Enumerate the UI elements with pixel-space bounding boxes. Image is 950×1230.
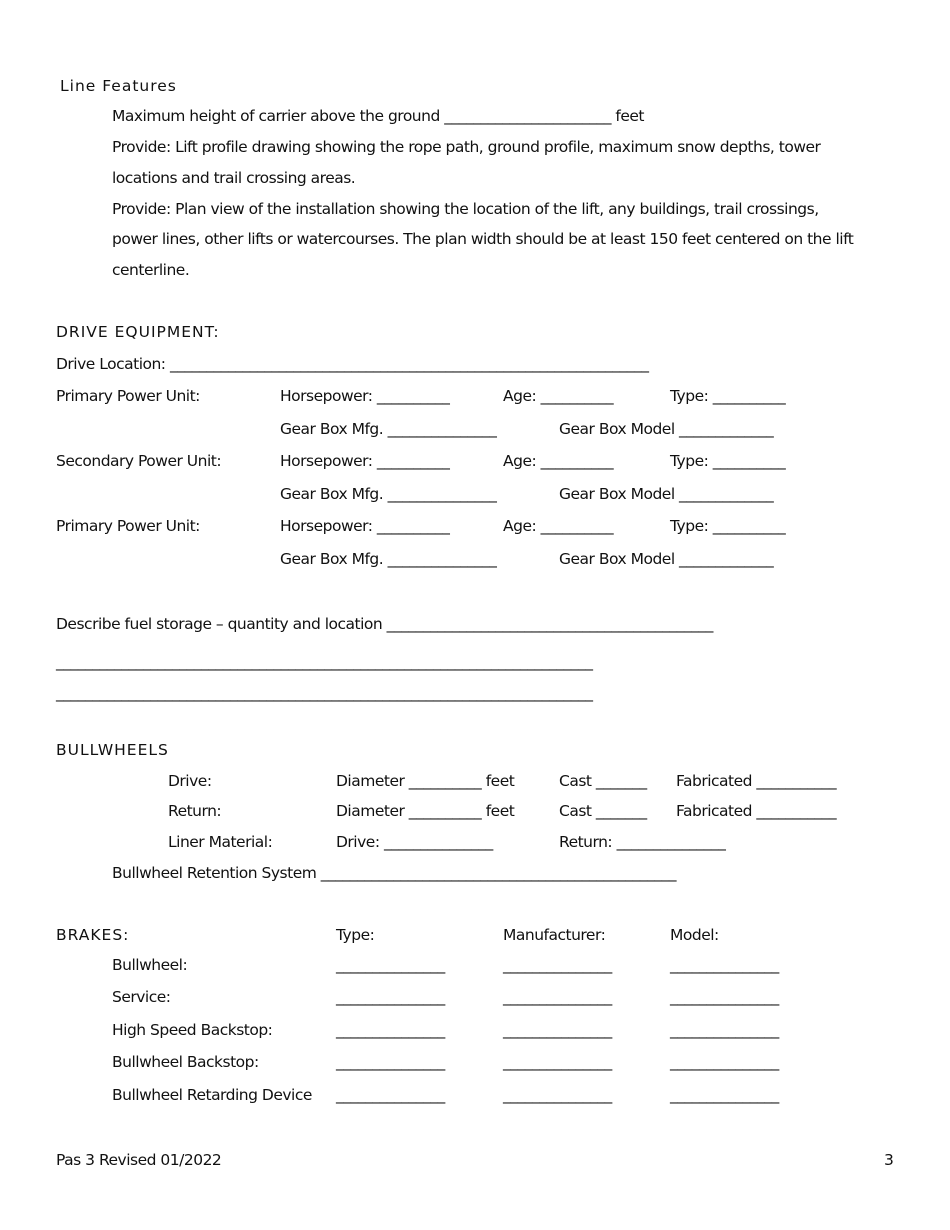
liner-return-field[interactable]: Return: _______________ [559, 833, 726, 851]
unit-1-label: Primary Power Unit: [56, 387, 200, 405]
unit-3-type-field[interactable]: Type: __________ [670, 517, 786, 535]
brake-bullwheel-backstop-type-field[interactable]: _______________ [336, 1053, 445, 1071]
brakes-col-model: Model: [670, 926, 719, 944]
fuel-storage-line-3[interactable]: __________________________________________________________________________ [56, 684, 593, 702]
brake-high-speed-backstop-manufacturer-field[interactable]: _______________ [503, 1021, 612, 1039]
plan-view-text-3: centerline. [112, 261, 190, 279]
bullwheel-return-fabricated-field[interactable]: Fabricated ___________ [676, 802, 837, 820]
bullwheel-return-cast-field[interactable]: Cast _______ [559, 802, 647, 820]
drive-equipment-heading: DRIVE EQUIPMENT: [56, 323, 220, 341]
unit-3-age-field[interactable]: Age: __________ [503, 517, 614, 535]
unit-2-age-field[interactable]: Age: __________ [503, 452, 614, 470]
footer-revision: Pas 3 Revised 01/2022 [56, 1151, 222, 1169]
unit-3-label: Primary Power Unit: [56, 517, 200, 535]
drive-location-field[interactable]: Drive Location: __________________________________________________________________ [56, 355, 649, 373]
bullwheel-return-label: Return: [168, 802, 222, 820]
unit-3-gearbox-mfg-field[interactable]: Gear Box Mfg. _______________ [280, 550, 497, 568]
brakes-col-manufacturer: Manufacturer: [503, 926, 606, 944]
brake-bullwheel-backstop-manufacturer-field[interactable]: _______________ [503, 1053, 612, 1071]
brake-row-high-speed-backstop-label: High Speed Backstop: [112, 1021, 273, 1039]
brake-bullwheel-backstop-model-field[interactable]: _______________ [670, 1053, 779, 1071]
unit-2-gearbox-model-field[interactable]: Gear Box Model _____________ [559, 485, 774, 503]
fuel-storage-line-2[interactable]: __________________________________________________________________________ [56, 653, 593, 671]
bullwheel-return-diameter-field[interactable]: Diameter __________ feet [336, 802, 515, 820]
brakes-heading: BRAKES: [56, 926, 130, 944]
unit-1-gearbox-model-field[interactable]: Gear Box Model _____________ [559, 420, 774, 438]
bullwheel-retention-field[interactable]: Bullwheel Retention System _________________________________________________ [112, 864, 677, 882]
brake-service-manufacturer-field[interactable]: _______________ [503, 988, 612, 1006]
brake-high-speed-backstop-model-field[interactable]: _______________ [670, 1021, 779, 1039]
brake-bullwheel-model-field[interactable]: _______________ [670, 956, 779, 974]
brake-row-service-label: Service: [112, 988, 171, 1006]
brake-row-retarding-device-label: Bullwheel Retarding Device [112, 1086, 312, 1104]
brake-row-bullwheel-label: Bullwheel: [112, 956, 188, 974]
unit-2-gearbox-mfg-field[interactable]: Gear Box Mfg. _______________ [280, 485, 497, 503]
brakes-col-type: Type: [336, 926, 375, 944]
bullwheel-drive-cast-field[interactable]: Cast _______ [559, 772, 647, 790]
brake-retarding-device-type-field[interactable]: _______________ [336, 1086, 445, 1104]
bullwheel-drive-diameter-field[interactable]: Diameter __________ feet [336, 772, 515, 790]
unit-2-horsepower-field[interactable]: Horsepower: __________ [280, 452, 450, 470]
brake-bullwheel-type-field[interactable]: _______________ [336, 956, 445, 974]
brake-retarding-device-model-field[interactable]: _______________ [670, 1086, 779, 1104]
brake-row-bullwheel-backstop-label: Bullwheel Backstop: [112, 1053, 259, 1071]
unit-1-age-field[interactable]: Age: __________ [503, 387, 614, 405]
bullwheel-drive-label: Drive: [168, 772, 212, 790]
fuel-storage-field[interactable]: Describe fuel storage – quantity and location _____________________________________________ [56, 615, 713, 633]
profile-drawing-text-2: locations and trail crossing areas. [112, 169, 356, 187]
plan-view-text-2: power lines, other lifts or watercourses. The plan width should be at least 150 feet centered on the lift [112, 230, 854, 248]
unit-3-horsepower-field[interactable]: Horsepower: __________ [280, 517, 450, 535]
max-height-field[interactable]: Maximum height of carrier above the ground _______________________ feet [112, 107, 645, 125]
plan-view-text-1: Provide: Plan view of the installation showing the location of the lift, any buildings, trail crossings, [112, 200, 819, 218]
profile-drawing-text-1: Provide: Lift profile drawing showing the rope path, ground profile, maximum snow depths, tower [112, 138, 821, 156]
bullwheels-heading: BULLWHEELS [56, 741, 169, 759]
unit-1-type-field[interactable]: Type: __________ [670, 387, 786, 405]
liner-drive-field[interactable]: Drive: _______________ [336, 833, 493, 851]
unit-2-label: Secondary Power Unit: [56, 452, 222, 470]
brake-high-speed-backstop-type-field[interactable]: _______________ [336, 1021, 445, 1039]
brake-bullwheel-manufacturer-field[interactable]: _______________ [503, 956, 612, 974]
unit-3-gearbox-model-field[interactable]: Gear Box Model _____________ [559, 550, 774, 568]
bullwheel-drive-fabricated-field[interactable]: Fabricated ___________ [676, 772, 837, 790]
unit-1-horsepower-field[interactable]: Horsepower: __________ [280, 387, 450, 405]
unit-2-type-field[interactable]: Type: __________ [670, 452, 786, 470]
page-number: 3 [884, 1151, 894, 1169]
line-features-heading: Line Features [60, 77, 177, 95]
brake-retarding-device-manufacturer-field[interactable]: _______________ [503, 1086, 612, 1104]
brake-service-type-field[interactable]: _______________ [336, 988, 445, 1006]
liner-material-label: Liner Material: [168, 833, 273, 851]
unit-1-gearbox-mfg-field[interactable]: Gear Box Mfg. _______________ [280, 420, 497, 438]
brake-service-model-field[interactable]: _______________ [670, 988, 779, 1006]
